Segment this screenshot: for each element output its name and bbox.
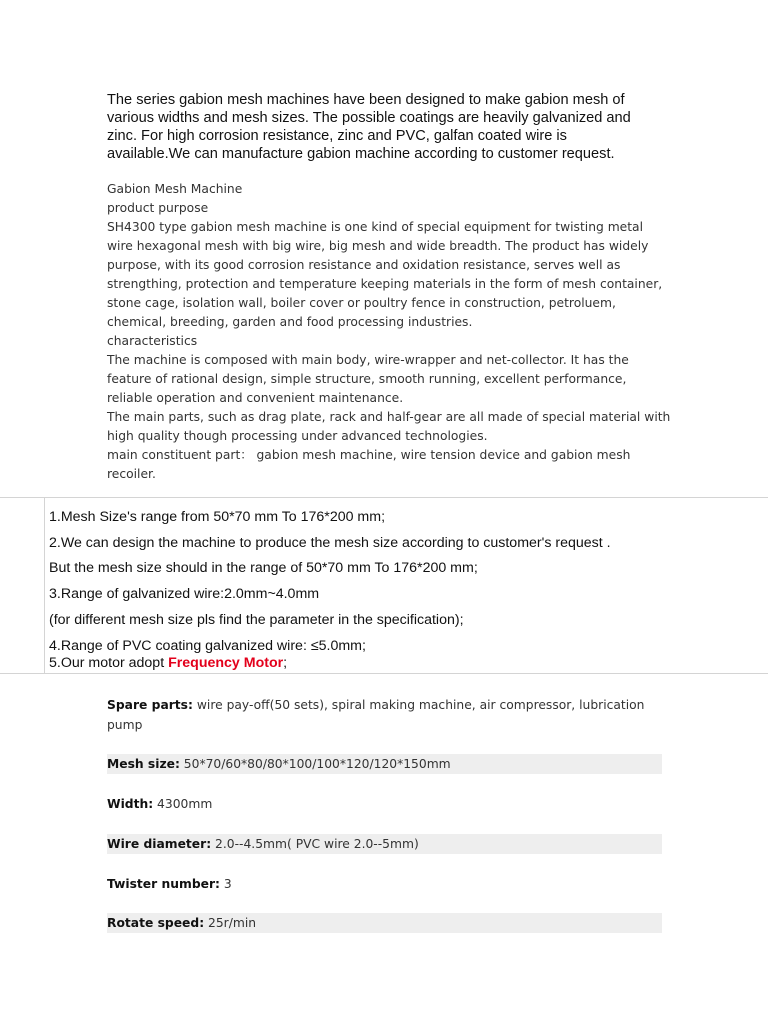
spec-label: Spare parts: <box>107 698 193 712</box>
details-line: strengthing, protection and temperature keeping materials in the form of mesh container, <box>107 277 663 291</box>
section-heading: characteristics <box>107 334 198 348</box>
feature-line: 3.Range of galvanized wire:2.0mm~4.0mm <box>49 586 320 602</box>
intro-line: various widths and mesh sizes. The possible coatings are heavily galvanized and <box>107 110 631 126</box>
spec-label: Twister number: <box>107 877 220 891</box>
details-line: SH4300 type gabion mesh machine is one kind of special equipment for twisting metal <box>107 220 644 234</box>
details-line: feature of rational design, simple structure, smooth running, excellent performance, <box>107 372 627 386</box>
section-heading: product purpose <box>107 201 209 215</box>
spec-spare-parts <box>107 695 662 735</box>
spec-value: 4300mm <box>153 797 213 811</box>
details-line: recoiler. <box>107 467 156 481</box>
intro-paragraph <box>107 91 667 163</box>
spec-value: 2.0--4.5mm( PVC wire 2.0--5mm) <box>211 837 419 851</box>
details-line: reliable operation and convenient maintenance. <box>107 391 404 405</box>
details-line: The machine is composed with main body, wire-wrapper and net-collector. It has the <box>107 353 629 367</box>
spec-value: 25r/min <box>204 916 257 930</box>
spec-value: 3 <box>219 877 232 891</box>
spec-mesh-size <box>107 754 662 774</box>
section-title: Gabion Mesh Machine <box>107 182 243 196</box>
details-line: purpose, with its good corrosion resistance and oxidation resistance, serves well as <box>107 258 621 272</box>
details-line: The main parts, such as drag plate, rack and half-gear are all made of special material with <box>107 410 671 424</box>
spec-value: wire pay-off(50 sets), spiral making machine, air compressor, lubrication <box>192 698 645 712</box>
spec-label: Rotate speed: <box>107 916 205 930</box>
feature-line <box>49 655 287 671</box>
spec-label: Width: <box>107 797 154 811</box>
feature-line: But the mesh size should in the range of 50*70 mm To 176*200 mm; <box>49 560 478 576</box>
details-line: main constituent part： gabion mesh machine, wire tension device and gabion mesh <box>107 448 631 462</box>
details-line: chemical, breeding, garden and food processing industries. <box>107 315 473 329</box>
feature-line: (for different mesh size pls find the parameter in the specification); <box>49 612 464 628</box>
feature-line: 4.Range of PVC coating galvanized wire: ≤5.0mm; <box>49 638 366 654</box>
table-divider <box>44 498 45 673</box>
details-line: high quality though processing under advanced technologies. <box>107 429 488 443</box>
features-table <box>0 497 768 674</box>
feature-text: ; <box>283 655 288 671</box>
spec-label: Mesh size: <box>107 757 180 771</box>
product-details <box>107 180 671 484</box>
spec-twister-number <box>107 874 662 894</box>
feature-line: 1.Mesh Size's range from 50*70 mm To 176*200 mm; <box>49 509 386 525</box>
details-line: wire hexagonal mesh with big wire, big mesh and wide breadth. The product has widely <box>107 239 649 253</box>
spec-label: Wire diameter: <box>107 837 212 851</box>
spec-width <box>107 794 662 814</box>
intro-line: zinc. For high corrosion resistance, zinc and PVC, galfan coated wire is <box>107 128 567 144</box>
feature-line: 2.We can design the machine to produce the mesh size according to customer's request . <box>49 535 611 551</box>
spec-value: pump <box>107 718 143 732</box>
spec-value: 50*70/60*80/80*100/100*120/120*150mm <box>179 757 451 771</box>
spec-rotate-speed <box>107 913 662 933</box>
feature-text: 5.Our motor adopt <box>49 655 169 671</box>
intro-line: available.We can manufacture gabion machine according to customer request. <box>107 146 615 162</box>
details-line: stone cage, isolation wall, boiler cover or poultry fence in construction, petroluem, <box>107 296 616 310</box>
spec-wire-diameter <box>107 834 662 854</box>
frequency-motor-highlight: Frequency Motor <box>168 655 284 671</box>
intro-line: The series gabion mesh machines have been designed to make gabion mesh of <box>107 92 625 108</box>
